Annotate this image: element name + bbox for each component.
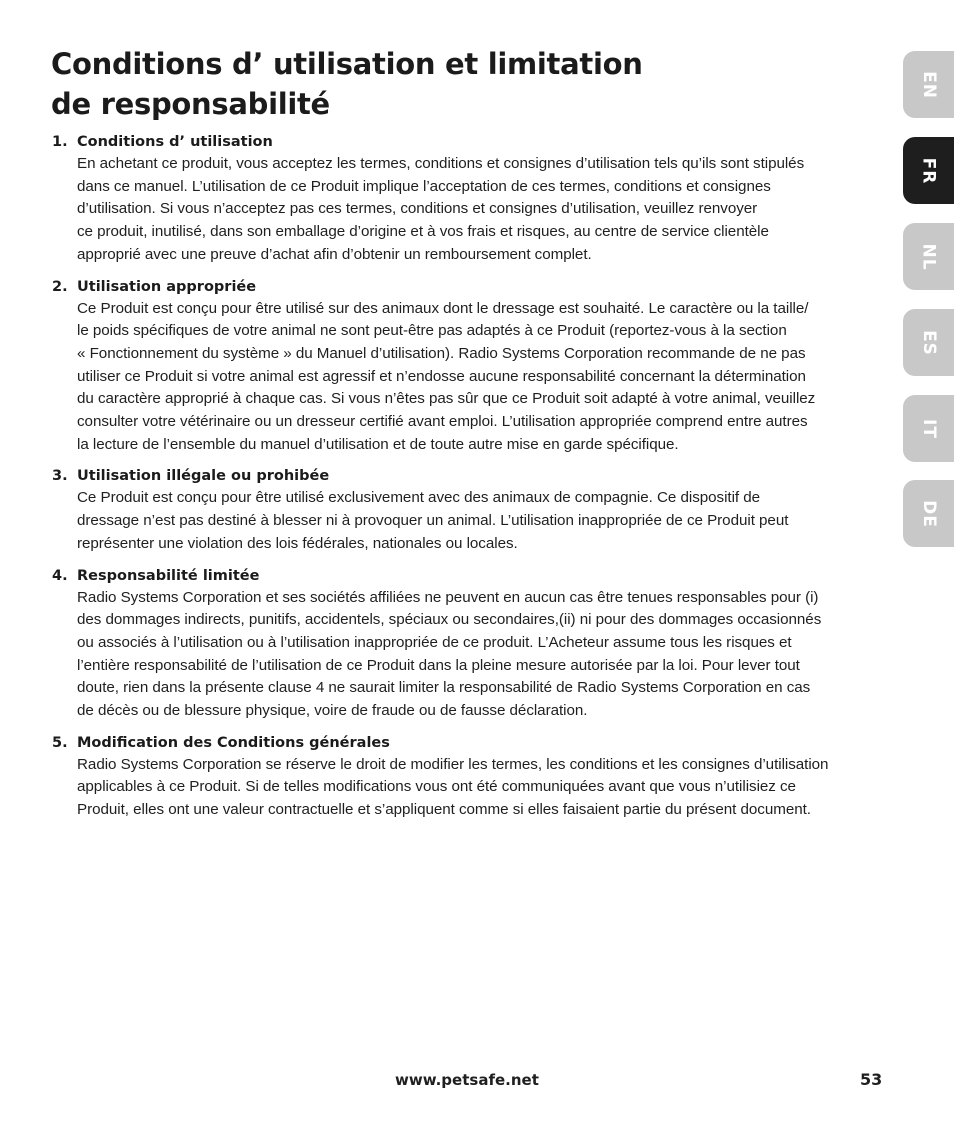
language-tab-en[interactable] bbox=[903, 51, 954, 118]
section-heading-text: Responsabilité limitée bbox=[77, 567, 260, 584]
section-body-line: d’utilisation. Si vous n’acceptez pas ces termes, conditions et consignes d’utilisation, veuillez renvoyer bbox=[77, 200, 758, 218]
footer-url: www.petsafe.net bbox=[395, 1071, 539, 1089]
section-1 bbox=[52, 131, 890, 267]
section-2 bbox=[52, 276, 890, 457]
section-heading-text: Utilisation illégale ou prohibée bbox=[77, 468, 330, 485]
section-number: 5. bbox=[52, 734, 68, 751]
section-3 bbox=[52, 465, 890, 555]
section-body bbox=[77, 754, 890, 822]
section-body-line: applicables à ce Produit. Si de telles modifications vous ont été communiquées avant que vous n’utilisiez ce bbox=[77, 778, 796, 796]
section-heading bbox=[52, 276, 890, 298]
section-body-line: représenter une violation des lois fédérales, nationales ou locales. bbox=[77, 534, 518, 552]
language-tab-label: DE bbox=[918, 499, 939, 528]
section-heading-text: Modification des Conditions générales bbox=[77, 734, 390, 751]
section-body-line: ce produit, inutilisé, dans son emballage d’origine et à vos frais et risques, au centre de service clientèle bbox=[77, 223, 769, 241]
section-body-line: dans ce manuel. L’utilisation de ce Produit implique l’acceptation de ces termes, conditions et consignes bbox=[77, 177, 771, 195]
section-body bbox=[77, 153, 890, 267]
section-body-line: En achetant ce produit, vous acceptez les termes, conditions et consignes d’utilisation tels qu’ils sont stipulés bbox=[77, 155, 805, 172]
section-number: 2. bbox=[52, 278, 68, 295]
page-title-line-1: Conditions d’ utilisation et limitation bbox=[51, 47, 643, 81]
language-tab-nl[interactable] bbox=[903, 223, 954, 290]
language-tab-label: IT bbox=[918, 418, 939, 439]
section-heading-text: Utilisation appropriée bbox=[77, 278, 257, 295]
language-tab-fr[interactable] bbox=[903, 137, 954, 204]
page-title bbox=[51, 44, 751, 124]
language-tab-es[interactable] bbox=[903, 309, 954, 376]
section-body-line: Ce Produit est conçu pour être utilisé exclusivement avec des animaux de compagnie. Ce dispositif de bbox=[77, 489, 761, 507]
page-title-line-2: de responsabilité bbox=[51, 87, 330, 121]
section-5 bbox=[52, 732, 890, 822]
section-body-line: Ce Produit est conçu pour être utilisé sur des animaux dont le dressage est souhaité. Le caractère ou la taille/ bbox=[77, 299, 809, 317]
section-body-line: approprié avec une preuve d’achat afin d’obtenir un remboursement complet. bbox=[77, 245, 592, 263]
section-body bbox=[77, 487, 890, 555]
section-4 bbox=[52, 565, 890, 723]
section-body-line: du caractère approprié à chaque cas. Si vous n’êtes pas sûr que ce Produit soit adapté à votre animal, veuillez bbox=[77, 390, 816, 408]
section-body-line: Produit, elles ont une valeur contractuelle et s’appliquent comme si elles faisaient partie du présent document. bbox=[77, 801, 811, 819]
section-body-line: « Fonctionnement du système » du Manuel d’utilisation). Radio Systems Corporation recommande de ne pas bbox=[77, 344, 806, 362]
section-body-line: consulter votre vétérinaire ou un dresseur certifié avant emploi. L’utilisation appropriée comprend entre autres bbox=[77, 413, 808, 431]
section-body bbox=[77, 587, 890, 723]
section-body-line: l’entière responsabilité de l’utilisation de ce Produit dans la pleine mesure autorisée par la loi. Pour lever tout bbox=[77, 656, 800, 674]
section-body-line: la lecture de l’ensemble du manuel d’utilisation et de toute autre mise en garde spécifique. bbox=[77, 435, 679, 453]
section-heading-text: Conditions d’ utilisation bbox=[77, 134, 273, 150]
section-number: 3. bbox=[52, 468, 68, 485]
language-tab-label: EN bbox=[918, 70, 939, 99]
section-body-line: Radio Systems Corporation et ses sociétés affiliées ne peuvent en aucun cas être tenues responsables pour (i) bbox=[77, 588, 819, 606]
section-heading bbox=[52, 131, 890, 153]
section-body-line: utiliser ce Produit si votre animal est agressif et n’endosse aucune responsabilité concernant la détermination bbox=[77, 367, 806, 385]
section-body-line: doute, rien dans la présente clause 4 ne saurait limiter la responsabilité de Radio Systems Corporation en cas bbox=[77, 679, 811, 697]
language-tab-it[interactable] bbox=[903, 395, 954, 462]
section-heading bbox=[52, 732, 890, 754]
page-number: 53 bbox=[860, 1070, 883, 1089]
section-number: 4. bbox=[52, 567, 68, 584]
language-tab-label: ES bbox=[918, 329, 939, 356]
section-body-line: le poids spécifiques de votre animal ne sont peut-être pas adaptés à ce Produit (reportez-vous à la section bbox=[77, 322, 787, 340]
sections-list bbox=[52, 131, 890, 831]
language-tab-label: NL bbox=[918, 242, 939, 271]
section-body-line: Radio Systems Corporation se réserve le droit de modifier les termes, les conditions et les consignes d’utilisation bbox=[77, 755, 829, 773]
section-number: 1. bbox=[52, 134, 68, 150]
section-body-line: des dommages indirects, punitifs, accidentels, spéciaux ou secondaires,(ii) ni pour des dommages occasionnés bbox=[77, 611, 822, 629]
section-heading bbox=[52, 565, 890, 587]
section-body-line: dressage n’est pas destiné à blesser ni à provoquer un animal. L’utilisation inappropriée de ce Produit peut bbox=[77, 512, 789, 530]
section-body-line: ou associés à l’utilisation ou à l’utilisation inappropriée de ce produit. L’Acheteur assume tous les risques et bbox=[77, 633, 792, 651]
section-heading bbox=[52, 465, 890, 487]
language-tab-label: FR bbox=[918, 157, 939, 184]
language-tab-de[interactable] bbox=[903, 480, 954, 547]
section-body-line: de décès ou de blessure physique, voire de fraude ou de fausse déclaration. bbox=[77, 702, 588, 720]
section-body bbox=[77, 298, 890, 457]
